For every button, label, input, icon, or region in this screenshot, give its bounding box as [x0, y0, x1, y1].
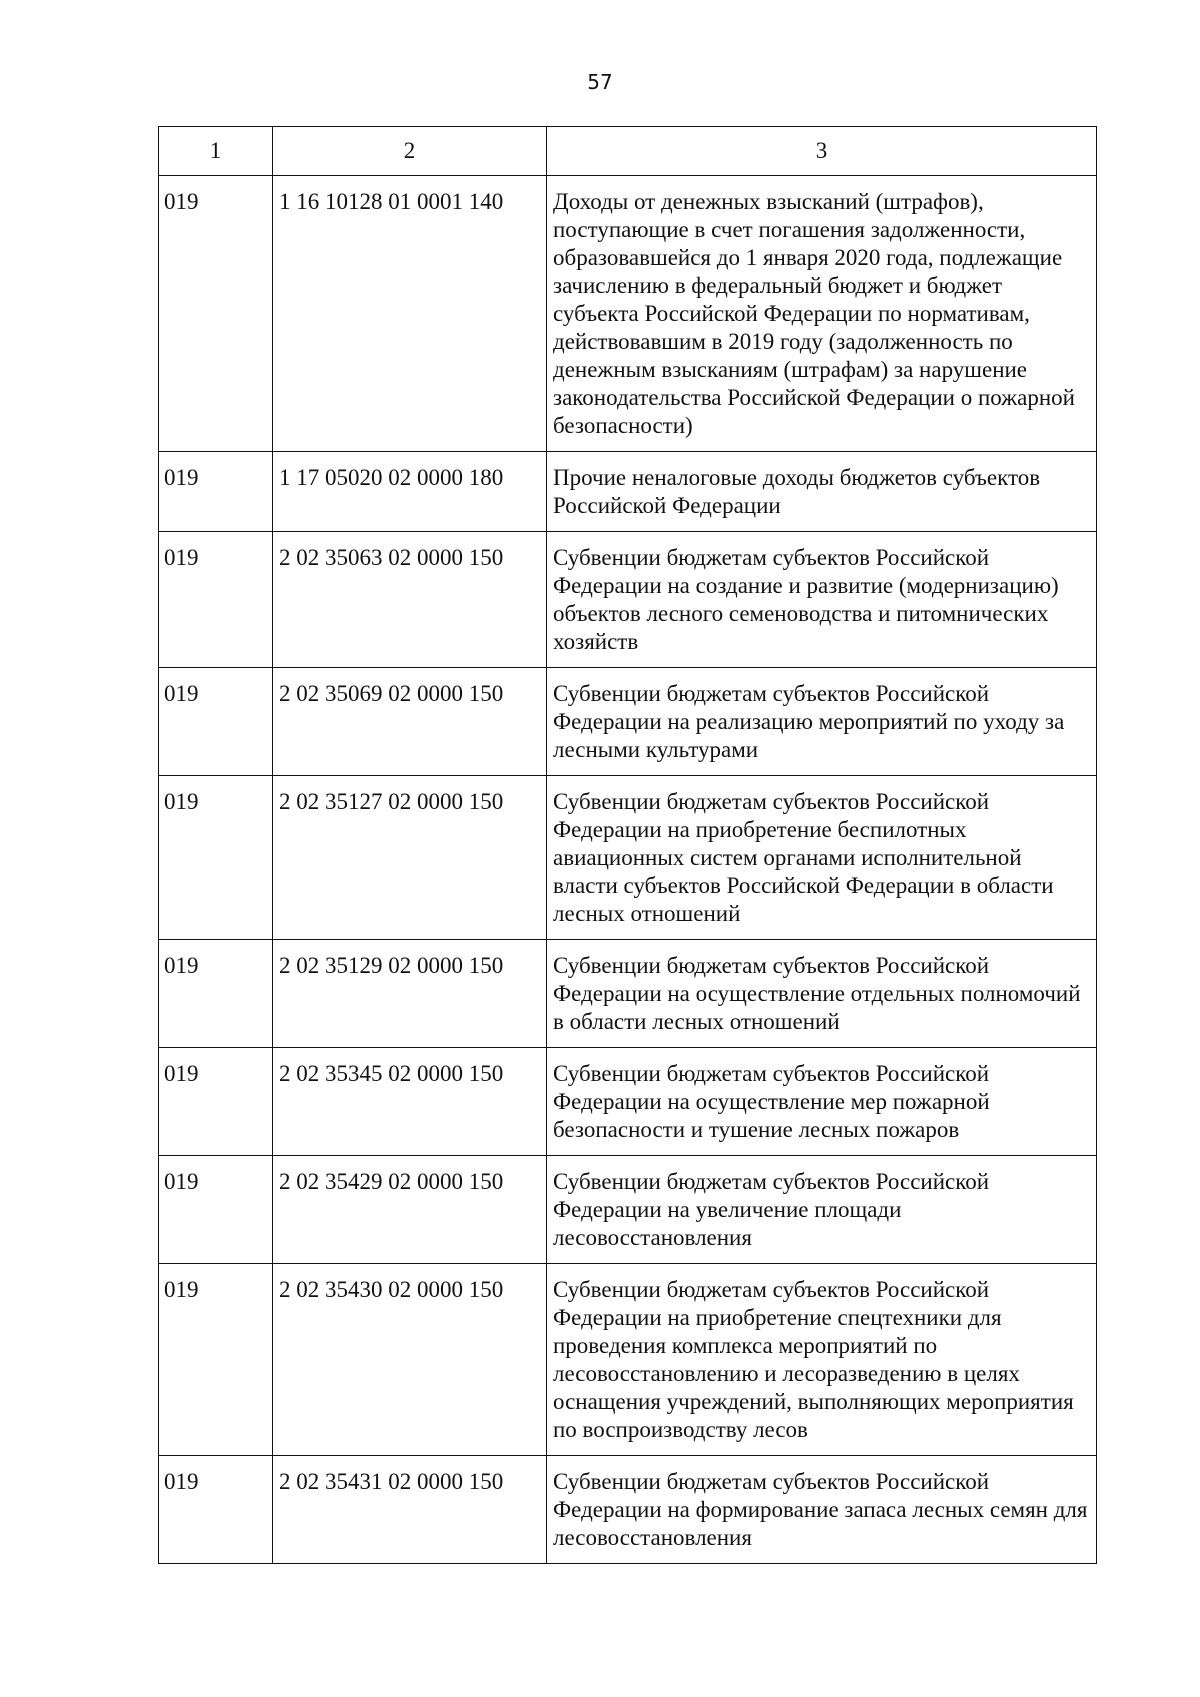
revenue-description-cell: Субвенции бюджетам субъектов Российской Федерации на формирование запаса лесных семян для лесовосстановления [547, 1456, 1097, 1564]
revenue-code-cell: 2 02 35429 02 0000 150 [273, 1156, 547, 1264]
revenue-description-cell: Прочие неналоговые доходы бюджетов субъектов Российской Федерации [547, 452, 1097, 532]
admin-code-cell: 019 [159, 668, 273, 776]
revenue-code-cell: 1 16 10128 01 0001 140 [273, 176, 547, 452]
admin-code-cell: 019 [159, 940, 273, 1048]
revenue-description-cell: Субвенции бюджетам субъектов Российской Федерации на реализацию мероприятий по уходу за лесными культурами [547, 668, 1097, 776]
table-row [159, 1156, 1097, 1264]
admin-code-cell: 019 [159, 1048, 273, 1156]
admin-code-cell: 019 [159, 1264, 273, 1456]
revenue-code-cell: 2 02 35430 02 0000 150 [273, 1264, 547, 1456]
admin-code-cell: 019 [159, 452, 273, 532]
page-number: 57 [587, 70, 613, 94]
table-row [159, 776, 1097, 940]
table-row [159, 940, 1097, 1048]
table-row [159, 1264, 1097, 1456]
revenue-code-cell: 1 17 05020 02 0000 180 [273, 452, 547, 532]
table-row [159, 452, 1097, 532]
column-header-1: 1 [159, 127, 273, 176]
revenue-code-cell: 2 02 35127 02 0000 150 [273, 776, 547, 940]
table-row [159, 1048, 1097, 1156]
revenue-description-cell: Субвенции бюджетам субъектов Российской Федерации на увеличение площади лесовосстановления [547, 1156, 1097, 1264]
revenue-description-cell: Субвенции бюджетам субъектов Российской Федерации на осуществление отдельных полномочий в области лесных отношений [547, 940, 1097, 1048]
revenue-code-cell: 2 02 35431 02 0000 150 [273, 1456, 547, 1564]
admin-code-cell: 019 [159, 532, 273, 668]
table-row [159, 668, 1097, 776]
revenue-code-cell: 2 02 35063 02 0000 150 [273, 532, 547, 668]
admin-code-cell: 019 [159, 1456, 273, 1564]
revenue-description-cell: Субвенции бюджетам субъектов Российской Федерации на приобретение спецтехники для проведения комплекса мероприятий по лесовосстановлению и лесоразведению в целях оснащения учреждений, выполняющих мероприятия по воспроизводству лесов [547, 1264, 1097, 1456]
admin-code-cell: 019 [159, 176, 273, 452]
revenue-description-cell: Доходы от денежных взысканий (штрафов), поступающие в счет погашения задолженности, образовавшейся до 1 января 2020 года, подлежащие зачислению в федеральный бюджет и бюджет субъекта Российской Федерации по нормативам, действовавшим в 2019 году (задолженность по денежным взысканиям (штрафам) за нарушение законодательства Российской Федерации о пожарной безопасности) [547, 176, 1097, 452]
admin-code-cell: 019 [159, 776, 273, 940]
column-header-2: 2 [273, 127, 547, 176]
admin-code-cell: 019 [159, 1156, 273, 1264]
revenue-description-cell: Субвенции бюджетам субъектов Российской Федерации на осуществление мер пожарной безопасности и тушение лесных пожаров [547, 1048, 1097, 1156]
revenue-description-cell: Субвенции бюджетам субъектов Российской Федерации на приобретение беспилотных авиационных систем органами исполнительной власти субъектов Российской Федерации в области лесных отношений [547, 776, 1097, 940]
table-header-row [159, 127, 1097, 176]
column-header-3: 3 [547, 127, 1097, 176]
table-row [159, 532, 1097, 668]
table-row [159, 176, 1097, 452]
table-row [159, 1456, 1097, 1564]
revenue-code-cell: 2 02 35345 02 0000 150 [273, 1048, 547, 1156]
revenue-code-cell: 2 02 35129 02 0000 150 [273, 940, 547, 1048]
revenue-codes-table [158, 126, 1097, 1564]
revenue-code-cell: 2 02 35069 02 0000 150 [273, 668, 547, 776]
revenue-description-cell: Субвенции бюджетам субъектов Российской Федерации на создание и развитие (модернизацию) объектов лесного семеноводства и питомнических хозяйств [547, 532, 1097, 668]
